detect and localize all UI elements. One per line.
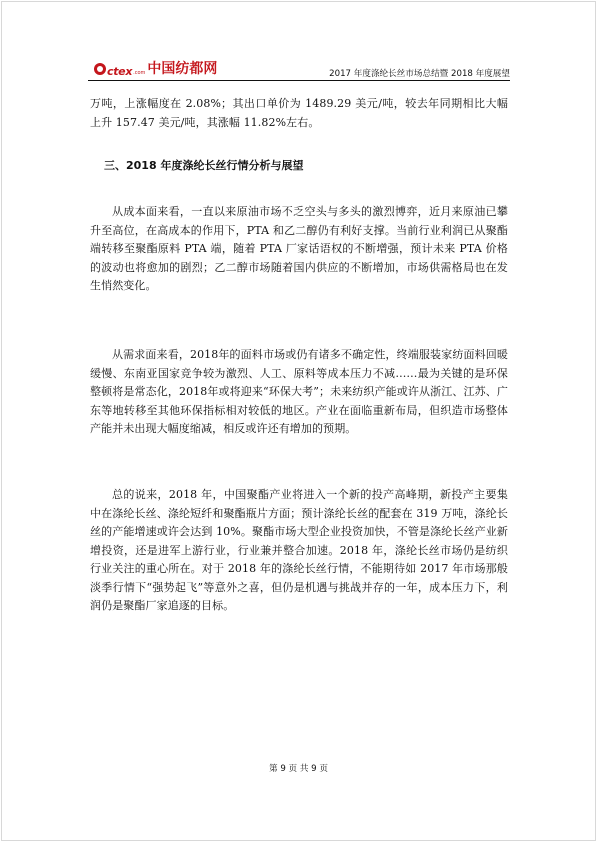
summary-paragraph: 总的说来，2018 年，中国聚酯产业将进入一个新的投产高峰期，新投产主要集中在涤纶长丝、涤纶短纤和聚酯瓶片方面；预计涤纶长丝的配套在 319 万吨，涤纶长丝的产能增速或许会达到 10%。聚酯市场大型企业投资加快，不管是涤纶长丝产业新增投资，还是进军上游行业，行业兼并整合加速。2018 年，涤纶长丝市场仍是纺织行业关注的重心所在。对于 2018 年的涤纶长丝行情，不能期待如 2017 年市场那般淡季行情下“强势起飞”等意外之喜，但仍是机遇与挑战并存的一年，成本压力下，利润仍是聚酯厂家追逐的目标。 [90, 488, 508, 612]
header-rule [88, 80, 510, 81]
logo-com-text: .com [133, 70, 146, 76]
logo-chinese-text: 中国纺都网 [147, 61, 218, 77]
site-logo [94, 52, 217, 78]
page-number: 第 9 页 共 9 页 [269, 764, 328, 774]
cost-analysis-paragraph: 从成本面来看，一直以来原油市场不乏空头与多头的激烈博弈，近月来原油已攀升至高位，在高成本的作用下，PTA 和乙二醇仍有利好支撑。当前行业利润已从聚酯端转移至聚酯原料 PTA 端，随着 PTA 厂家话语权的不断增强，预计未来 PTA 价格的波动也将愈加的剧烈；乙二醇市场随着国内供应的不断增加，市场供需格局也在发生悄然变化。 [90, 205, 508, 292]
demand-analysis-paragraph: 从需求面来看，2018年的面料市场或仍有诸多不确定性，终端服装家纺面料回暖缓慢、东南亚国家竞争较为激烈、人工、原料等成本压力不减……最为关键的是环保整顿将是常态化，2018年或将迎来“环保大考”；未来纺织产能或许从浙江、江苏、广东等地转移至其他环保指标相对较低的地区。产业在面临重新布局，但织造市场整体产能并未出现大幅度缩减，相反或许还有增加的预期。 [90, 348, 508, 435]
page-header [88, 48, 510, 84]
section-heading: 三、2018 年度涤纶长丝行情分析与展望 [104, 159, 304, 172]
logo-swoosh-icon [94, 63, 106, 75]
header-document-title: 2017 年度涤纶长丝市场总结暨 2018 年度展望 [329, 69, 510, 79]
continuation-paragraph: 万吨，上涨幅度在 2.08%；其出口单价为 1489.29 美元/吨，较去年同期相比大幅上升 157.47 美元/吨，其涨幅 11.82%左右。 [90, 97, 508, 129]
logo-latin-text: ctex [107, 65, 133, 78]
